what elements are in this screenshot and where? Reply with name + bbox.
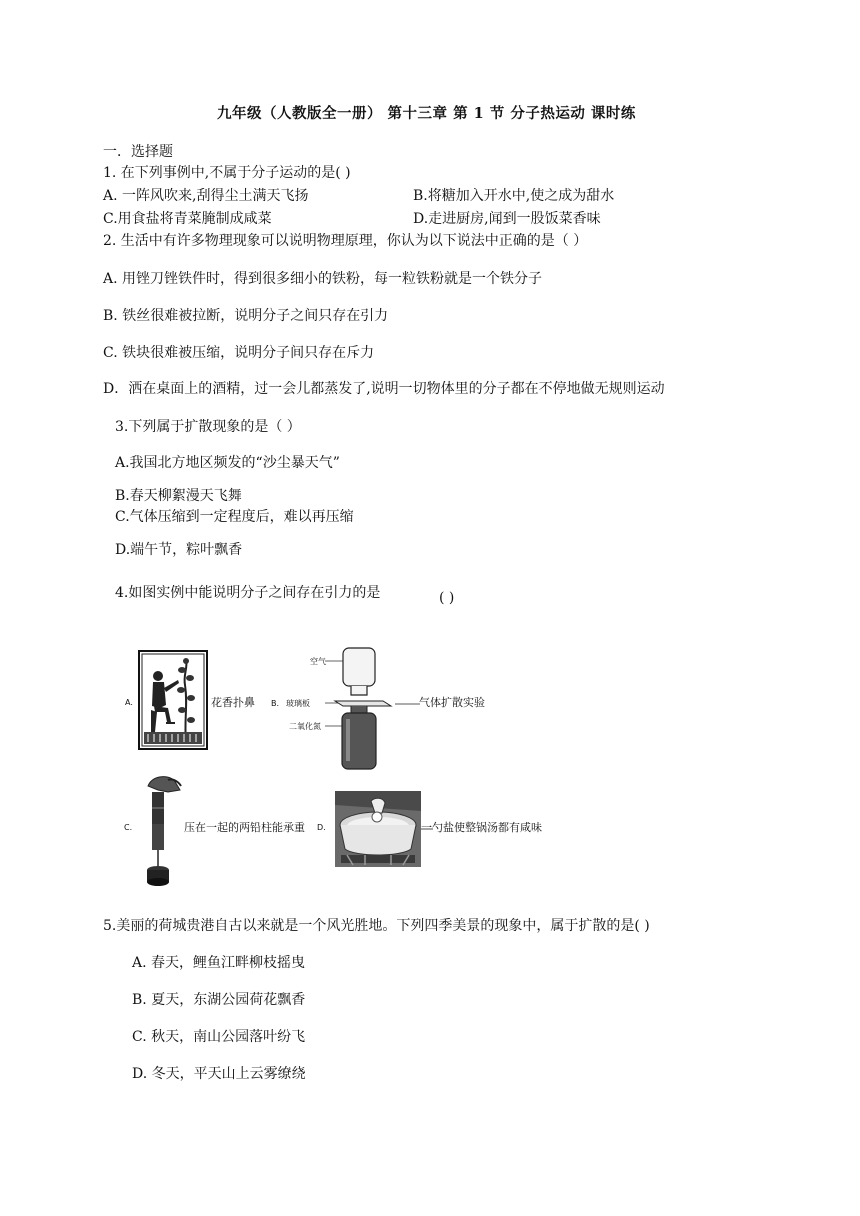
question-3-option-d: D.端午节，粽叶飘香 (115, 542, 243, 558)
question-2-stem: 2. 生活中有许多物理现象可以说明物理原理，你认为以下说法中正确的是（ ） (103, 233, 588, 249)
salt-soup-illustration (335, 791, 421, 867)
question-1-stem: 1. 在下列事例中,不属于分子运动的是( ) (103, 165, 351, 181)
figure-a-caption: 花香扑鼻 (211, 696, 255, 709)
question-5-option-b: B. 夏天，东湖公园荷花飘香 (132, 992, 306, 1008)
question-1-option-a: A. 一阵风吹来,刮得尘土满天飞扬 (103, 188, 309, 204)
question-5-stem: 5.美丽的荷城贵港自古以来就是一个风光胜地。下列四季美景的现象中，属于扩散的是( ) (103, 918, 650, 934)
question-3-option-a: A.我国北方地区频发的“沙尘暴天气” (115, 455, 340, 471)
question-1-option-b: B.将糖加入开水中,使之成为甜水 (413, 188, 615, 204)
question-5-option-d: D. 冬天，平天山上云雾缭绕 (132, 1066, 306, 1082)
question-3-stem: 3.下列属于扩散现象的是（ ） (115, 419, 301, 435)
figure-b-caption: 气体扩散实验 (419, 696, 485, 709)
question-5-option-a: A. 春天，鲤鱼江畔柳枝摇曳 (132, 955, 306, 971)
question-3-option-b: B.春天柳絮漫天飞舞 (115, 488, 242, 504)
figure-b-glass-label: 玻璃板 (286, 699, 310, 708)
question-1-option-c: C.用食盐将青菜腌制成咸菜 (103, 211, 272, 227)
figure-a-label: A. (125, 698, 133, 707)
figure-d-caption: 一勺盐使整锅汤都有咸味 (421, 821, 542, 834)
page-title: 九年级（人教版全一册） 第十三章 第 1 节 分子热运动 课时练 (217, 105, 636, 122)
gas-diffusion-illustration (325, 645, 395, 775)
section-heading: 一．选择题 (103, 144, 173, 160)
flower-smelling-illustration (138, 650, 208, 750)
question-2-option-a: A. 用锉刀锉铁件时，得到很多细小的铁粉，每一粒铁粉就是一个铁分子 (103, 271, 543, 287)
figure-b-label: B. (271, 699, 280, 708)
figure-d-label: D. (317, 823, 326, 832)
question-5-option-c: C. 秋天，南山公园落叶纷飞 (132, 1029, 306, 1045)
question-3-option-c: C.气体压缩到一定程度后，难以再压缩 (115, 509, 354, 525)
figure-c-label: C. (124, 823, 133, 832)
question-2-option-c: C. 铁块很难被压缩，说明分子间只存在斥力 (103, 345, 375, 361)
figure-b-no2-label: 二氧化氮 (289, 722, 321, 731)
question-2-option-b: B. 铁丝很难被拉断，说明分子之间只存在引力 (103, 308, 389, 324)
question-4-answer-paren: ( ) (439, 590, 455, 606)
pointer-line-b (395, 700, 420, 708)
figure-b-air-label: 空气 (310, 657, 326, 666)
question-4-stem: 4.如图实例中能说明分子之间存在引力的是 (115, 585, 381, 601)
lead-cylinders-illustration (138, 772, 188, 888)
question-1-option-d: D.走进厨房,闻到一股饭菜香味 (413, 211, 601, 227)
figure-c-caption: 压在一起的两铅柱能承重 (184, 821, 305, 834)
question-2-option-d: D．洒在桌面上的酒精，过一会儿都蒸发了,说明一切物体里的分子都在不停地做无规则运动 (103, 381, 665, 397)
